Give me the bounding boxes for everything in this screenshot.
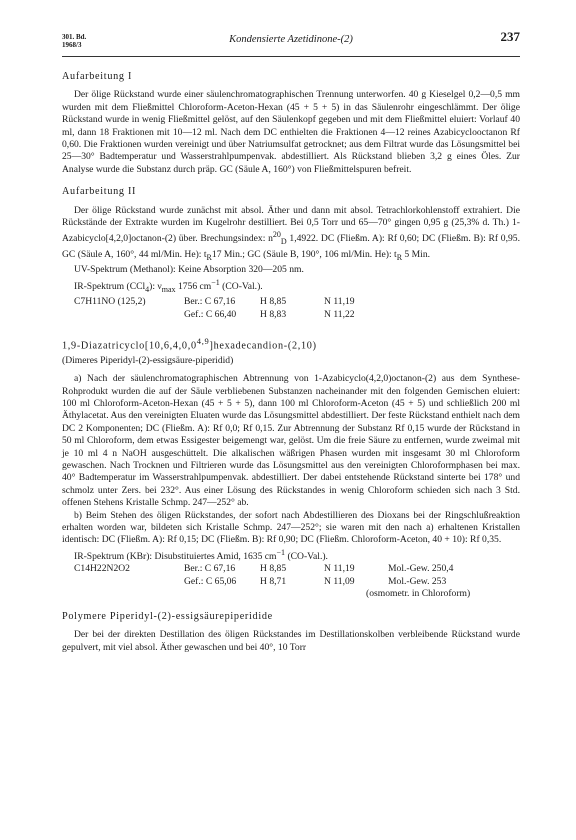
elemental-analysis-calc: C7H11NO (125,2) Ber.: C 67,16 H 8,85 N 11,19: [62, 296, 520, 308]
header-rule: [62, 56, 520, 57]
molecular-formula: C14H22N2O2: [74, 563, 130, 575]
volume-year: 1968/3: [62, 41, 82, 49]
molecular-formula: C7H11NO (125,2): [74, 296, 146, 308]
section-heading-polymere: Polymere Piperidyl-(2)-essigsäurepiperidide: [62, 610, 273, 622]
procedure-a: a) Nach der säulenchromatographischen Abtrennung von 1-Azabicyclo(4,2,0)octanon-(2) aus dem Synthese-Rohprodukt wurden die auf der Säule verbliebenen Substanzen nacheinander mit den folgenden Gemischen eluiert: 100 ml Chloroform-Aceton-Hexan (45 + 5 + 5), dann 100 ml Chloroform-Aceton (45 + 5) und schließlich 200 ml Äthylacetat. Aus den vereinigten Eluaten wurde das Lösungsmittel abdestilliert. Der feste Rückstand enthielt nach dem DC 2 Komponenten; DC (Fließm. A): Rf 0,0; Rf 0,15. Zur Abtrennung der Substanz Rf 0,15 wurde der Rückstand in 50 ml Chloroform, dem etwas Essigester beigemengt war, gelöst. Um die freie Säure zu entfernen, wurde zweimal mit je 10 ml 4 n NaOH ausgeschüttelt. Die alkalischen wäßrigen Phasen wurden mit insgesamt 30 ml Chloroform gewaschen. Nach Trocknen und Filtrieren wurde das Lösungsmittel aus den vereinigten Chloroformphasen bei max. 40° Badtemperatur im Wasserstrahlpumpenvak. abdestilliert. Der dabei entstehende Rückstand sinterte bei 178° und schmolz unter Zers. bei 232°. Aus einer Lösung des Rückstandes in wenig Chloroform schieden sich nach 3 Std. offenen Stehens Kristalle Schmp. 247—252° ab.: [62, 373, 520, 509]
section-heading-aufarbeitung-1: Aufarbeitung I: [62, 71, 133, 82]
section-subheading: (Dimeres Piperidyl-(2)-essigsäure-piperidid): [62, 354, 234, 366]
ir-spectrum: IR-Spektrum (KBr): Disubstituiertes Amid, 1635 $cm^{-1}$ (CO-Val.).: [74, 547, 328, 563]
volume-number: 301. Bd.: [62, 33, 87, 41]
section-paragraph: Der ölige Rückstand wurde einer säulenchromatographischen Trennung unterworfen. 40 g Kieselgel 0,2—0,5 mm wurden mit dem Fließmittel Chloroform-Aceton-Hexan (45 + 5 + 5) in das Säulenrohr eingeschlämmt. Der ölige Rückstand wurde in wenig Fließmittel gelöst, auf den Säulenkopf gegeben und mit dem Fließmittel eluiert: Vorlauf 40 ml, dann 18 Fraktionen mit 10—12 ml. Nach dem DC enthielten die Fraktionen 4—12 reines Azabicyclooctanon Rf 0,60. Die Fraktionen wurden vereinigt und über Natriumsulfat getrocknet; aus dem Filtrat wurde das Lösungsmittel bei 25—30° Badtemperatur und Wasserstrahlpumpenvak. abdestilliert. Als Rückstand blieben 3,2 g eines Öles. Zur Analyse wurde die Substanz durch präp. GC (Säule A, 160°) von Fließmittelspuren befreit.: [62, 89, 520, 175]
section-heading-diazatricyclo: 1,9-Diazatricyclo[10,6,4,0,0$^{4,9}$]hexadecandion-(2,10): [62, 336, 317, 352]
uv-spectrum: UV-Spektrum (Methanol): Keine Absorption 320—205 nm.: [74, 264, 304, 276]
analysis-note: (osmometr. in Chloroform): [366, 588, 471, 600]
page-number: 237: [500, 29, 520, 44]
elemental-analysis-found: Gef.: C 66,40 H 8,83 N 11,22: [184, 308, 355, 320]
ir-spectrum: IR-Spektrum (CCl$_4$): $\nu_{max}$ 1756 $cm^{-1}$ (CO-Val.).: [74, 277, 263, 294]
section-heading-aufarbeitung-2: Aufarbeitung II: [62, 186, 137, 198]
elemental-analysis-found: Gef.: C 65,06 H 8,71 N 11,09 Mol.-Gew. 253: [184, 575, 447, 587]
running-title: Kondensierte Azetidinone-(2): [229, 34, 353, 45]
page-header: [62, 30, 520, 56]
section-paragraph: Der bei der direkten Destillation des öligen Rückstandes im Destillationskolben verbleibende Rückstand wurde gepulvert, mit viel absol. Äther gewaschen und bei 40°, 10 Torr: [62, 629, 520, 653]
procedure-b: b) Beim Stehen des öligen Rückstandes, der sofort nach Abdestillieren des Dioxans bei der Ringschlußreaktion erhalten worden war, bildeten sich Kristalle Schmp. 247—252°; sie waren mit den nach a) erhaltenen Kristallen identisch: DC (Fließm. A): Rf 0,15; DC (Fließm. B): Rf 0,90; DC (Fließm. Chloroform-Aceton, 40 + 10): Rf 0,35.: [62, 509, 520, 546]
section-paragraph: Der ölige Rückstand wurde zunächst mit absol. Äther und dann mit absol. Tetrachlorkohlenstoff extrahiert. Die Rückstände der Extrakte wurden im Kugelrohr destilliert. Bei 0,5 Torr und 65—70° gingen 0,95 g (25,3% d. Th.) 1-Azabicyclo[4,2,0]octanon-(2) über. Brechungsindex: $n^{20}_D$ 1,4922. DC (Fließm. A): Rf 0,60; DC (Fließm. B): Rf 0,95. GC (Säule A, 160°, 44 ml/Min. He): $t_R17$ Min.; GC (Säule B, 190°, 106 ml/Min. He): $t_R$ 5 Min.: [62, 204, 520, 262]
elemental-analysis-calc: C14H22N2O2 Ber.: C 67,16 H 8,85 N 11,19 Mol.-Gew. 250,4: [62, 563, 520, 575]
